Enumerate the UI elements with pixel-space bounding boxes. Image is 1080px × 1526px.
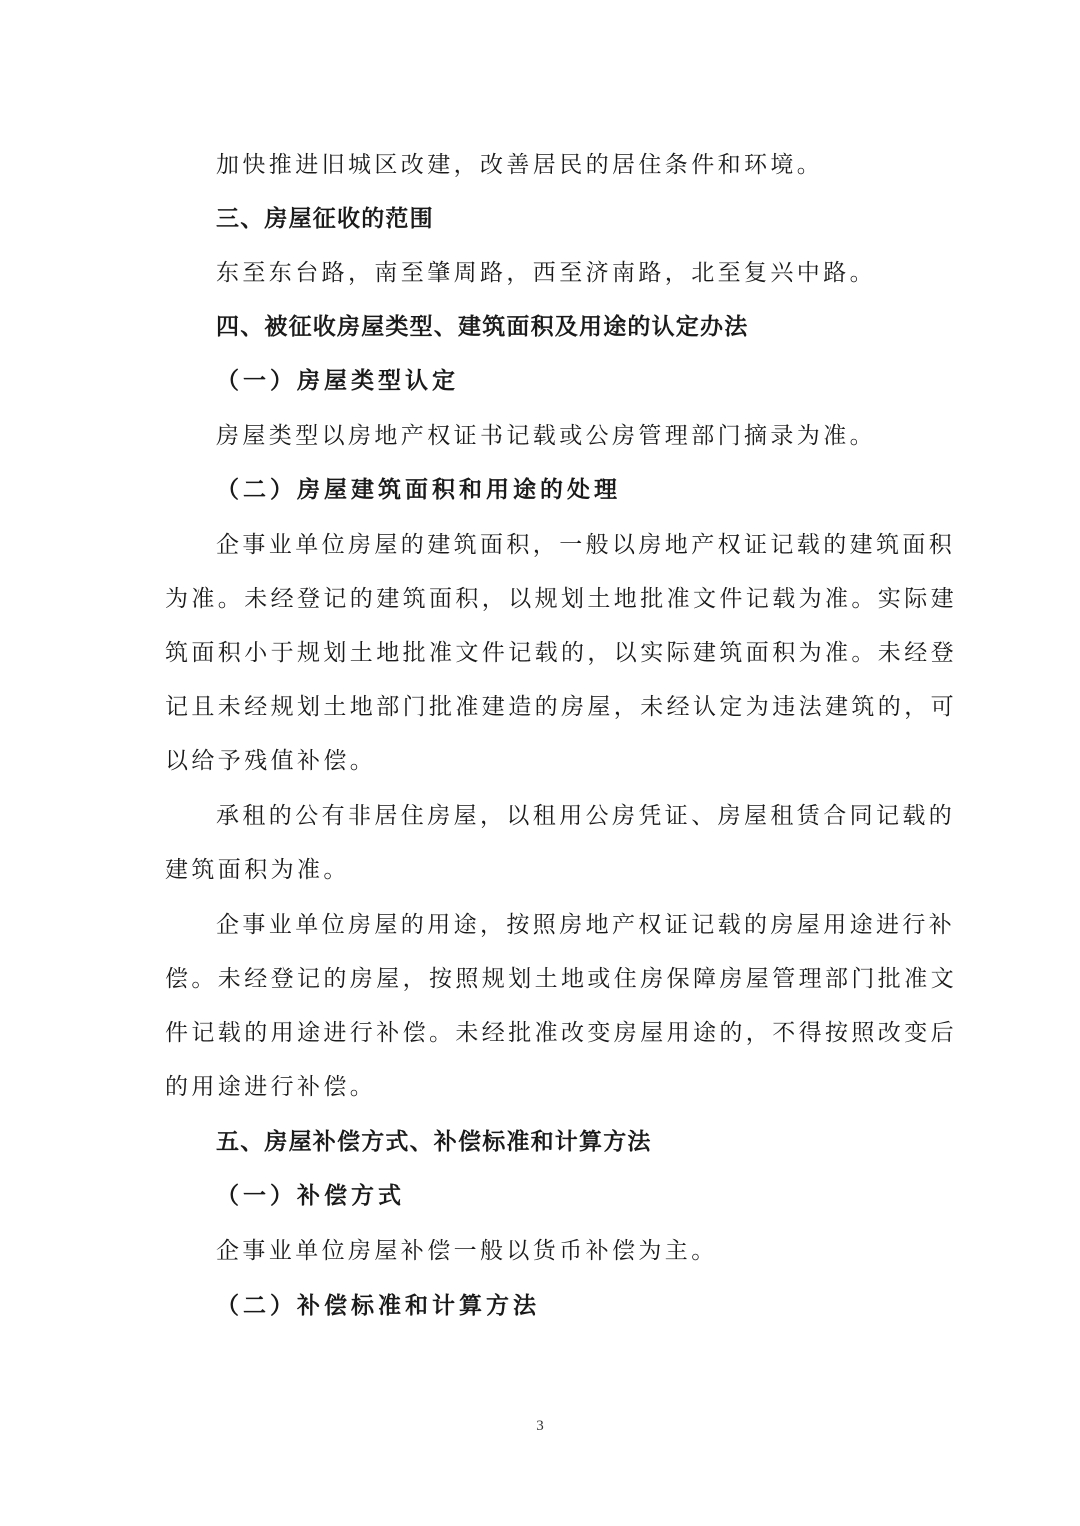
paragraph-area-line-5: 以给予残值补偿。 bbox=[165, 748, 377, 774]
paragraph-compensation-method: 企事业单位房屋补偿一般以货币补偿为主。 bbox=[216, 1238, 718, 1264]
subheading-5-2: （二）补偿标准和计算方法 bbox=[216, 1293, 540, 1319]
subheading-4-2: （二）房屋建筑面积和用途的处理 bbox=[216, 477, 621, 503]
paragraph-usage-line-4: 的用途进行补偿。 bbox=[165, 1074, 377, 1100]
subheading-4-1: （一）房屋类型认定 bbox=[216, 368, 459, 394]
paragraph-area-line-3: 筑面积小于规划土地批准文件记载的，以实际建筑面积为准。未经登 bbox=[165, 640, 957, 666]
paragraph-usage-line-1: 企事业单位房屋的用途，按照房地产权证记载的房屋用途进行补 bbox=[216, 912, 956, 938]
paragraph-lease-line-1: 承租的公有非居住房屋，以租用公房凭证、房屋租赁合同记载的 bbox=[216, 803, 956, 829]
page-number: 3 bbox=[536, 1418, 544, 1434]
paragraph-house-type: 房屋类型以房地产权证书记载或公房管理部门摘录为准。 bbox=[216, 423, 876, 449]
heading-section-5: 五、房屋补偿方式、补偿标准和计算方法 bbox=[216, 1129, 652, 1155]
subheading-5-1: （一）补偿方式 bbox=[216, 1183, 405, 1209]
paragraph-usage-line-3: 件记载的用途进行补偿。未经批准改变房屋用途的，不得按照改变后 bbox=[165, 1020, 957, 1046]
heading-section-3: 三、房屋征收的范围 bbox=[216, 206, 434, 232]
paragraph-area-line-1: 企事业单位房屋的建筑面积，一般以房地产权证记载的建筑面积 bbox=[216, 532, 956, 558]
paragraph-area-line-4: 记且未经规划土地部门批准建造的房屋，未经认定为违法建筑的，可 bbox=[165, 694, 957, 720]
paragraph-intro-end: 加快推进旧城区改建，改善居民的居住条件和环境。 bbox=[216, 152, 824, 178]
paragraph-scope: 东至东台路，南至肇周路，西至济南路，北至复兴中路。 bbox=[216, 260, 876, 286]
paragraph-lease-line-2: 建筑面积为准。 bbox=[165, 857, 350, 883]
heading-section-4: 四、被征收房屋类型、建筑面积及用途的认定办法 bbox=[216, 314, 749, 340]
paragraph-area-line-2: 为准。未经登记的建筑面积，以规划土地批准文件记载为准。实际建 bbox=[165, 586, 957, 612]
paragraph-usage-line-2: 偿。未经登记的房屋，按照规划土地或住房保障房屋管理部门批准文 bbox=[165, 966, 957, 992]
